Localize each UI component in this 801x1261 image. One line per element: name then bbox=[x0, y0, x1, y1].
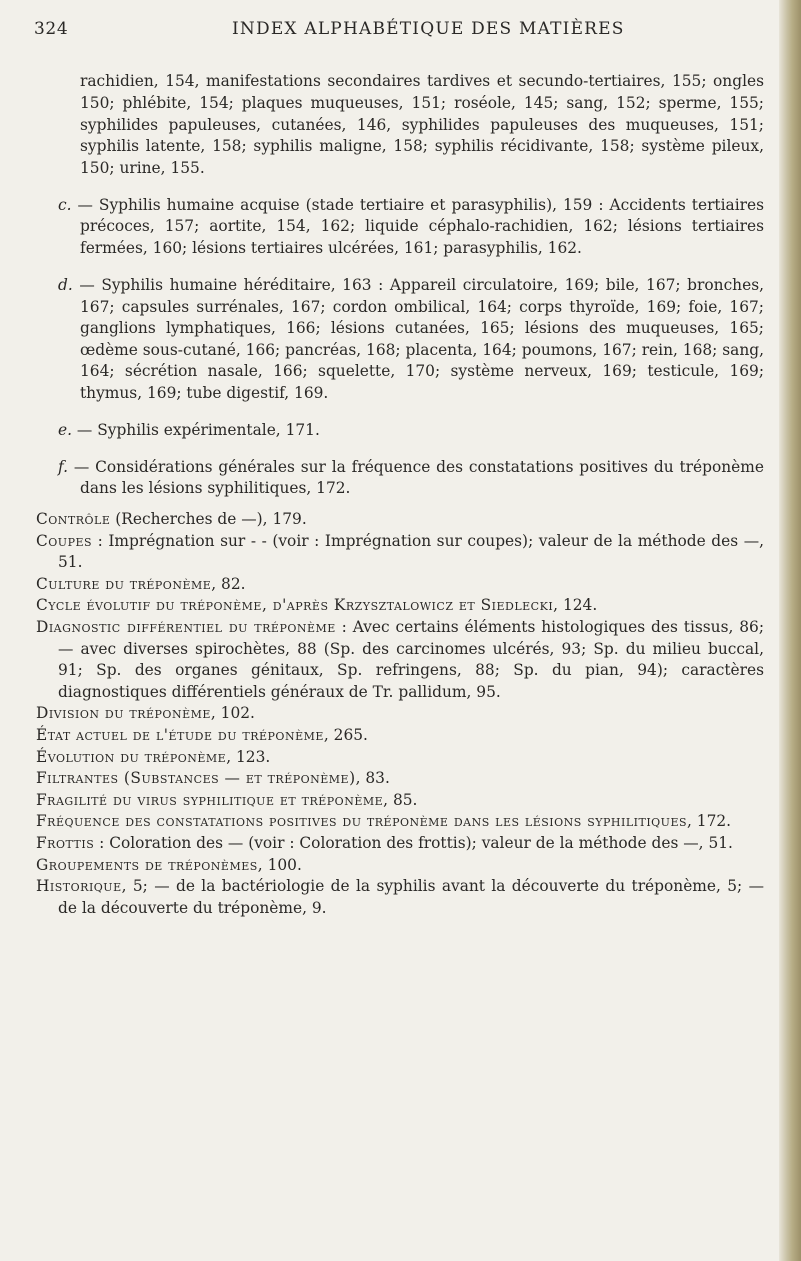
index-entry-diagnostic bbox=[36, 617, 764, 703]
entry-heading: Contrôle bbox=[36, 510, 111, 529]
entry-text: , 83. bbox=[355, 769, 390, 788]
subsection-text: — Syphilis expérimentale, 171. bbox=[76, 420, 320, 439]
index-entry-frequence bbox=[36, 811, 764, 833]
running-title: INDEX ALPHABÉTIQUE DES MATIÈRES bbox=[232, 19, 625, 39]
entry-text: , 100. bbox=[257, 855, 302, 874]
subsection-e bbox=[58, 420, 764, 442]
entry-heading: Fragilité du virus syphilitique et tréponème bbox=[36, 790, 384, 809]
entry-text: (Recherches de —), 179. bbox=[110, 510, 307, 529]
index-entry-fragilite bbox=[36, 790, 764, 812]
entry-heading: État actuel de l'étude du tréponème bbox=[36, 725, 324, 744]
subsection-text: — Syphilis humaine acquise (stade tertiaire et parasyphilis), 159 : Accidents tertiaires précoces, 157; aortite, 154, 162; liquide céphalo-rachidien, 162; lésions tertiaires fermées, 160; lésions tertiaires ulcérées, 161; parasyphilis, 162. bbox=[77, 195, 764, 257]
entry-heading: Cycle évolutif du tréponème, d'après Krzysztalowicz et Siedlecki bbox=[36, 596, 554, 615]
entry-text: , 123. bbox=[226, 747, 271, 766]
index-entry-evolution bbox=[36, 747, 764, 769]
index-entry-cycle bbox=[36, 595, 764, 617]
index-entry-filtrantes bbox=[36, 768, 764, 790]
entry-text: , 82. bbox=[211, 574, 246, 593]
index-entry-groupements bbox=[36, 855, 764, 877]
index-content bbox=[36, 56, 764, 919]
subsection-c bbox=[58, 195, 764, 260]
entry-heading: Frottis bbox=[36, 833, 95, 852]
subsection-letter: e. bbox=[58, 420, 73, 439]
entry-heading: Fréquence des constatations positives du tréponème dans les lésions syphilitiques bbox=[36, 812, 688, 831]
subsection-text: — Syphilis humaine héréditaire, 163 : Appareil circulatoire, 169; bile, 167; bronches, 167; capsules surrénales, 167; cordon ombilical, 164; corps thyroïde, 169; foie, 167; ganglions lymphatiques, 166; lésions cutanées, 165; lésions des muqueuses, 165; œdème sous-cutané, 166; pancréas, 168; placenta, 164; poumons, 167; rein, 168; sang, 164; sécrétion nasale, 166; squelette, 170; système nerveux, 169; testicule, 169; thymus, 169; tube digestif, 169. bbox=[79, 275, 764, 402]
subsection-letter: f. bbox=[58, 457, 69, 476]
index-entry-controle bbox=[36, 509, 764, 531]
entry-heading: Groupements de tréponèmes bbox=[36, 855, 258, 874]
page-number: 324 bbox=[34, 19, 69, 39]
subsection-d bbox=[58, 275, 764, 405]
index-entry-division bbox=[36, 703, 764, 725]
page-header bbox=[34, 19, 764, 43]
index-entry-coupes bbox=[36, 531, 764, 574]
entry-heading: Évolution du tréponème bbox=[36, 747, 227, 766]
index-entry-etat bbox=[36, 725, 764, 747]
entry-heading: Coupes bbox=[36, 531, 93, 550]
page-edge-shadow bbox=[779, 0, 801, 1261]
index-entry-historique bbox=[36, 876, 764, 919]
entry-text: : Coloration des — (voir : Coloration des frottis); valeur de la méthode des —, 51. bbox=[94, 833, 733, 852]
entry-text: , 85. bbox=[383, 790, 418, 809]
entry-text: : Avec certains éléments histologiques des tissus, 86; — avec diverses spirochètes, 88 (Sp. des carcinomes ulcérés, 93; Sp. du milieu buccal, 91; Sp. des organes génitaux, Sp. refringens, 88; Sp. du pian, 94); caractères diagnostiques différentiels généraux de Tr. pallidum, 95. bbox=[58, 618, 764, 701]
entry-text: , 5; — de la bactériologie de la syphilis avant la découverte du tréponème, 5; — de la découverte du tréponème, 9. bbox=[58, 877, 764, 917]
entry-heading: Culture du tréponème bbox=[36, 574, 212, 593]
entry-text: : Imprégnation sur - - (voir : Imprégnation sur coupes); valeur de la méthode des —, 51. bbox=[58, 531, 764, 572]
subsection-f bbox=[58, 457, 764, 500]
subsection-letter: d. bbox=[58, 275, 73, 294]
subsection-letter: c. bbox=[58, 195, 72, 214]
entry-heading: Diagnostic différentiel du tréponème bbox=[36, 618, 336, 637]
entry-text: , 265. bbox=[323, 725, 368, 744]
entry-heading: Historique bbox=[36, 877, 122, 896]
entry-text: , 172. bbox=[687, 812, 732, 831]
entry-heading: Filtrantes (Substances — et tréponème) bbox=[36, 769, 356, 788]
entry-text: , 102. bbox=[210, 704, 255, 723]
entry-text: , 124. bbox=[553, 596, 598, 615]
entry-heading: Division du tréponème bbox=[36, 704, 211, 723]
subsection-text: — Considérations générales sur la fréquence des constatations positives du tréponème dans les lésions syphilitiques, 172. bbox=[73, 457, 764, 498]
continuation-paragraph: rachidien, 154, manifestations secondaires tardives et secundo-tertiaires, 155; ongles 150; phlébite, 154; plaques muqueuses, 151; roséole, 145; sang, 152; sperme, 155; syphilides papuleuses, cutanées, 146, syphilides papuleuses des muqueuses, 151; syphilis latente, 158; syphilis maligne, 158; syphilis récidivante, 158; système pileux, 150; urine, 155. bbox=[80, 72, 764, 177]
index-entry-culture bbox=[36, 574, 764, 596]
index-entry-frottis bbox=[36, 833, 764, 855]
